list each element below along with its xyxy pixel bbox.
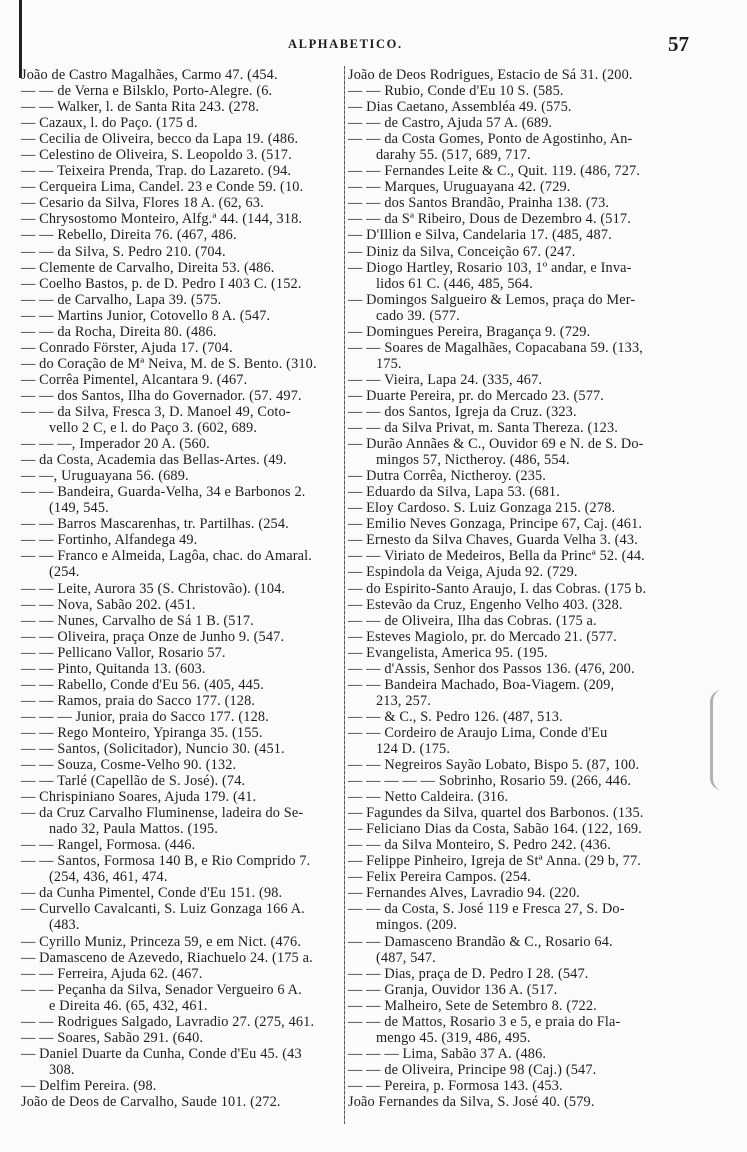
directory-entry: — — Souza, Cosme-Velho 90. (132. bbox=[21, 757, 237, 774]
directory-entry-continuation: 175. bbox=[376, 355, 402, 372]
directory-entry: — Ernesto da Silva Chaves, Guarda Velha 3. (43. bbox=[348, 532, 638, 549]
directory-entry: — do Espirito-Santo Araujo, I. das Cobras. (175 b. bbox=[348, 580, 647, 597]
directory-entry: — — da Silva, S. Pedro 210. (704. bbox=[21, 243, 226, 260]
directory-entry: — — dos Santos Brandão, Prainha 138. (73. bbox=[348, 195, 610, 212]
directory-entry: — — da Silva Monteiro, S. Pedro 242. (436. bbox=[348, 837, 611, 854]
directory-entry: — — Pereira, p. Formosa 143. (453. bbox=[348, 1077, 563, 1094]
directory-entry: — Duarte Pereira, pr. do Mercado 23. (577. bbox=[348, 387, 605, 404]
directory-entry: — — Walker, l. de Santa Rita 243. (278. bbox=[21, 99, 260, 116]
directory-entry: — Estevão da Cruz, Engenho Velho 403. (328. bbox=[348, 596, 623, 613]
directory-entry-continuation: (487, 547. bbox=[376, 949, 436, 966]
directory-entry-continuation: mingos 57, Nictheroy. (486, 554. bbox=[376, 452, 570, 469]
directory-entry: — — da Silva Privat, m. Santa Thereza. (123. bbox=[348, 420, 618, 437]
directory-entry: — — de Oliveira, Ilha das Cobras. (175 a. bbox=[348, 612, 597, 629]
directory-entry: — — Ramos, praia do Sacco 177. (128. bbox=[21, 692, 256, 709]
directory-entry: — — de Carvalho, Lapa 39. (575. bbox=[21, 291, 222, 308]
directory-entry: — da Costa, Academia das Bellas-Artes. (49. bbox=[21, 452, 287, 469]
directory-entry-continuation: 213, 257. bbox=[376, 692, 431, 709]
directory-entry: — — de Mattos, Rosario 3 e 5, e praia do Fla- bbox=[348, 1013, 621, 1030]
directory-entry: — Cerqueira Lima, Candel. 23 e Conde 59. (10. bbox=[21, 179, 304, 196]
directory-entry: — — Cordeiro de Araujo Lima, Conde d'Eu bbox=[348, 724, 608, 741]
directory-entry-continuation: 308. bbox=[49, 1061, 75, 1078]
directory-entry: — —, Uruguayana 56. (689. bbox=[21, 468, 189, 485]
directory-entry-continuation: mingos. (209. bbox=[376, 917, 457, 934]
directory-entry-continuation: (254, 436, 461, 474. bbox=[49, 869, 168, 886]
directory-entry: — — da Silva, Fresca 3, D. Manoel 49, Coto- bbox=[21, 403, 291, 420]
directory-entry-continuation: nado 32, Paula Mattos. (195. bbox=[49, 821, 218, 838]
directory-entry: — — Vieira, Lapa 24. (335, 467. bbox=[348, 371, 543, 388]
directory-entry: — — dos Santos, Igreja da Cruz. (323. bbox=[348, 403, 577, 420]
directory-entry: — — Santos, (Solicitador), Nuncio 30. (451. bbox=[21, 740, 285, 757]
directory-entry: — — da Rocha, Direita 80. (486. bbox=[21, 323, 217, 340]
page-header bbox=[0, 34, 747, 54]
scan-artifact bbox=[710, 690, 739, 790]
directory-entry: — — de Oliveira, Principe 98 (Caj.) (547. bbox=[348, 1061, 597, 1078]
directory-entry: — Fagundes da Silva, quartel dos Barbonos. (135. bbox=[348, 805, 644, 822]
directory-entry: — — Marques, Uruguayana 42. (729. bbox=[348, 179, 571, 196]
directory-entry: — Felix Pereira Campos. (254. bbox=[348, 869, 532, 886]
directory-entry: — — & C., S. Pedro 126. (487, 513. bbox=[348, 708, 563, 725]
left-column bbox=[21, 67, 343, 1110]
directory-entry-continuation: (254. bbox=[49, 564, 80, 581]
directory-entry: — — de Verna e Bilsklo, Porto-Alegre. (6. bbox=[21, 83, 273, 100]
directory-entry: — Feliciano Dias da Costa, Sabão 164. (122, 169. bbox=[348, 821, 642, 838]
directory-entry: — — Soares, Sabão 291. (640. bbox=[21, 1029, 204, 1046]
directory-entry: — Diogo Hartley, Rosario 103, 1º andar, e Inva- bbox=[348, 259, 632, 276]
directory-entry: — Cazaux, l. do Paço. (175 d. bbox=[21, 115, 198, 132]
directory-entry-continuation: darahy 55. (517, 689, 717. bbox=[376, 147, 531, 164]
directory-entry: — Corrêa Pimentel, Alcantara 9. (467. bbox=[21, 371, 248, 388]
directory-entry: — — Granja, Ouvidor 136 A. (517. bbox=[348, 981, 558, 998]
directory-entry: João de Deos de Carvalho, Saude 101. (272. bbox=[21, 1094, 281, 1110]
directory-entry-continuation: lidos 61 C. (446, 485, 564. bbox=[376, 275, 533, 292]
right-column bbox=[348, 67, 703, 1110]
directory-entry: João Fernandes da Silva, S. José 40. (579. bbox=[348, 1094, 595, 1110]
directory-entry: — — Franco e Almeida, Lagôa, chac. do Amaral. bbox=[21, 548, 313, 565]
directory-entry: — — da Costa Gomes, Ponto de Agostinho, An- bbox=[348, 131, 633, 148]
directory-entry: — — Pellicano Vallor, Rosario 57. bbox=[21, 644, 226, 661]
directory-entry: — Coelho Bastos, p. de D. Pedro I 403 C. (152. bbox=[21, 275, 302, 292]
directory-entry: — — — Junior, praia do Sacco 177. (128. bbox=[21, 708, 269, 725]
directory-entry: João de Castro Magalhães, Carmo 47. (454. bbox=[21, 67, 278, 83]
directory-entry-continuation: (149, 545. bbox=[49, 500, 109, 517]
directory-entry: — — Negreiros Sayão Lobato, Bispo 5. (87, 100. bbox=[348, 757, 640, 774]
directory-entry: — — Barros Mascarenhas, tr. Partilhas. (254. bbox=[21, 516, 289, 533]
directory-entry: — — Teixeira Prenda, Trap. do Lazareto. (94. bbox=[21, 163, 292, 180]
directory-entry: — Durão Annães & C., Ouvidor 69 e N. de S. Do- bbox=[348, 436, 644, 453]
directory-entry: — Dutra Corrêa, Nictheroy. (235. bbox=[348, 468, 547, 485]
directory-entry: — — Nunes, Carvalho de Sá 1 B. (517. bbox=[21, 612, 254, 629]
directory-entry: — Celestino de Oliveira, S. Leopoldo 3. (517. bbox=[21, 147, 292, 164]
directory-entry: — — Santos, Formosa 140 B, e Rio Comprido 7. bbox=[21, 853, 311, 870]
directory-entry: — D'Illion e Silva, Candelaria 17. (485, 487. bbox=[348, 227, 612, 244]
directory-entry: — — Rangel, Formosa. (446. bbox=[21, 837, 196, 854]
directory-entry: — — Rebello, Direita 76. (467, 486. bbox=[21, 227, 237, 244]
directory-entry: — Chrispiniano Soares, Ajuda 179. (41. bbox=[21, 789, 257, 806]
directory-entry: — — Pinto, Quitanda 13. (603. bbox=[21, 660, 206, 677]
directory-entry: — — Malheiro, Sete de Setembro 8. (722. bbox=[348, 997, 597, 1014]
directory-entry: — — Oliveira, praça Onze de Junho 9. (547. bbox=[21, 628, 285, 645]
directory-entry: — Emilio Neves Gonzaga, Principe 67, Caj. (461. bbox=[348, 516, 643, 533]
directory-entry-continuation: vello 2 C, e l. do Paço 3. (602, 689. bbox=[49, 420, 258, 437]
directory-entry: — — — Lima, Sabão 37 A. (486. bbox=[348, 1045, 547, 1062]
directory-entry: — Eduardo da Silva, Lapa 53. (681. bbox=[348, 484, 560, 501]
directory-entry: — — — — — Sobrinho, Rosario 59. (266, 446. bbox=[348, 773, 632, 790]
directory-entry: — da Cruz Carvalho Fluminense, ladeira do Se- bbox=[21, 805, 304, 822]
page-number: 57 bbox=[668, 32, 689, 56]
directory-entry: — da Cunha Pimentel, Conde d'Eu 151. (98. bbox=[21, 885, 283, 902]
directory-entry: — Domingos Salgueiro & Lemos, praça do Mer- bbox=[348, 291, 636, 308]
directory-entry: — — Netto Caldeira. (316. bbox=[348, 789, 509, 806]
running-title: ALPHABETICO. bbox=[288, 37, 403, 51]
directory-entry: — Eloy Cardoso. S. Luiz Gonzaga 215. (278. bbox=[348, 500, 616, 517]
directory-entry: — — da Costa, S. José 119 e Fresca 27, S. Do- bbox=[348, 901, 625, 918]
directory-entry: — — —, Imperador 20 A. (560. bbox=[21, 436, 210, 453]
directory-entry: — Dias Caetano, Assembléa 49. (575. bbox=[348, 99, 572, 116]
directory-entry: — — Tarlé (Capellão de S. José). (74. bbox=[21, 773, 246, 790]
directory-entry: — — Rubio, Conde d'Eu 10 S. (585. bbox=[348, 83, 564, 100]
directory-entry: — — Martins Junior, Cotovello 8 A. (547. bbox=[21, 307, 271, 324]
directory-entry: — — Rabello, Conde d'Eu 56. (405, 445. bbox=[21, 676, 264, 693]
directory-entry: — — Damasceno Brandão & C., Rosario 64. bbox=[348, 933, 613, 950]
directory-entry: — Daniel Duarte da Cunha, Conde d'Eu 45. (43 bbox=[21, 1045, 302, 1062]
directory-entry: — — Fortinho, Alfandega 49. bbox=[21, 532, 198, 549]
directory-entry: — — Ferreira, Ajuda 62. (467. bbox=[21, 965, 203, 982]
directory-entry: — — Dias, praça de D. Pedro I 28. (547. bbox=[348, 965, 589, 982]
directory-entry: — — dos Santos, Ilha do Governador. (57. 497. bbox=[21, 387, 302, 404]
directory-entry: — Domingues Pereira, Bragança 9. (729. bbox=[348, 323, 591, 340]
directory-entry: — Conrado Förster, Ajuda 17. (704. bbox=[21, 339, 233, 356]
directory-entry-continuation: e Direita 46. (65, 432, 461. bbox=[49, 997, 208, 1014]
directory-entry: — Esteves Magiolo, pr. do Mercado 21. (577. bbox=[348, 628, 617, 645]
directory-entry: — — Leite, Aurora 35 (S. Christovão). (104. bbox=[21, 580, 286, 597]
directory-entry: — Evangelista, America 95. (195. bbox=[348, 644, 548, 661]
directory-entry: — Damasceno de Azevedo, Riachuelo 24. (175 a. bbox=[21, 949, 313, 966]
directory-entry: — — da Sª Ribeiro, Dous de Dezembro 4. (517. bbox=[348, 211, 631, 228]
directory-entry: — — Rodrigues Salgado, Lavradio 27. (275, 461. bbox=[21, 1013, 315, 1030]
directory-entry-continuation: (483. bbox=[49, 917, 80, 934]
directory-entry: — — Bandeira, Guarda-Velha, 34 e Barbonos 2. bbox=[21, 484, 306, 501]
directory-entry: — Espindola da Veiga, Ajuda 92. (729. bbox=[348, 564, 578, 581]
directory-entry: — — Soares de Magalhães, Copacabana 59. (133, bbox=[348, 339, 643, 356]
directory-entry: — Felippe Pinheiro, Igreja de Stª Anna. (29 b, 77. bbox=[348, 853, 641, 870]
directory-entry: — Clemente de Carvalho, Direita 53. (486. bbox=[21, 259, 275, 276]
directory-entry: — Diniz da Silva, Conceição 67. (247. bbox=[348, 243, 576, 260]
directory-entry: — — Fernandes Leite & C., Quit. 119. (486, 727. bbox=[348, 163, 641, 180]
directory-entry: — — Peçanha da Silva, Senador Vergueiro 6 A. bbox=[21, 981, 302, 998]
directory-entry: — — Rego Monteiro, Ypiranga 35. (155. bbox=[21, 724, 263, 741]
directory-entry: João de Deos Rodrigues, Estacio de Sá 31. (200. bbox=[348, 67, 633, 83]
directory-entry: — Delfim Pereira. (98. bbox=[21, 1077, 157, 1094]
directory-entry-continuation: mengo 45. (319, 486, 495. bbox=[376, 1029, 531, 1046]
directory-entry: — Chrysostomo Monteiro, Alfg.ª 44. (144, 318. bbox=[21, 211, 303, 228]
directory-entry: — Cecilia de Oliveira, becco da Lapa 19. (486. bbox=[21, 131, 299, 148]
directory-entry: — — Nova, Sabão 202. (451. bbox=[21, 596, 196, 613]
directory-entry: — Cesario da Silva, Flores 18 A. (62, 63. bbox=[21, 195, 264, 212]
directory-entry: — Fernandes Alves, Lavradio 94. (220. bbox=[348, 885, 580, 902]
directory-entry: — do Coração de Mª Neiva, M. de S. Bento. (310. bbox=[21, 355, 317, 372]
directory-entry: — — Viriato de Medeiros, Bella da Princª 52. (44. bbox=[348, 548, 645, 565]
directory-entry-continuation: 124 D. (175. bbox=[376, 740, 451, 757]
directory-entry: — — Bandeira Machado, Boa-Viagem. (209, bbox=[348, 676, 615, 693]
column-divider bbox=[344, 66, 345, 1124]
directory-entry: — Curvello Cavalcanti, S. Luiz Gonzaga 166 A. bbox=[21, 901, 305, 918]
directory-entry: — Cyrillo Muniz, Princeza 59, e em Nict. (476. bbox=[21, 933, 302, 950]
directory-entry: — — de Castro, Ajuda 57 A. (689. bbox=[348, 115, 553, 132]
directory-entry: — — d'Assis, Senhor dos Passos 136. (476, 200. bbox=[348, 660, 635, 677]
directory-entry-continuation: cado 39. (577. bbox=[376, 307, 460, 324]
